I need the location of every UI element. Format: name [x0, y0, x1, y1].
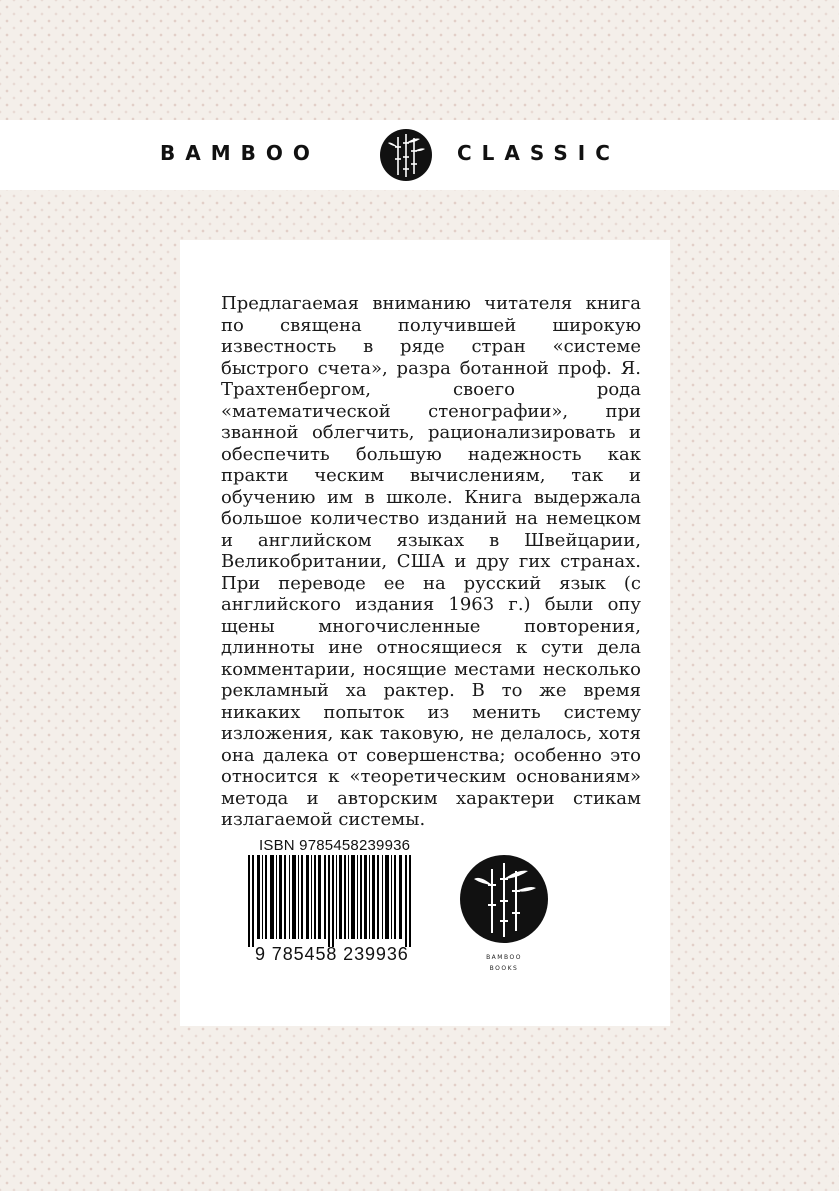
brand-name-left: BAMBOO — [160, 141, 320, 165]
book-description: Предлагаемая вниманию читателя книга по священа получившей широкую известность в ряде стран «системе быстрого счета», разра ботанной проф. Я. Трахтенбергом, своего рода «математической стенографии», при званной облегчить, рационализировать и обеспечить большую надежность как практи ческим вычислениям, так и обучению им в школе. Книга выдержала большое количество изданий на немецком и английском языках в Швейцарии, Великобритании, США и дру гих странах. При переводе ее на русский язык (с английского издания 1963 г.) были опу щены многочисленные повторения, длинноты ине относящиеся к сути дела комментарии, носящие местами несколько рекламный ха рактер. В то же время никаких попыток из менить систему изложения, как таковую, не делалось, хотя она далека от совершенства; особенно это относится к «теоретическим основаниям» метода и авторским характери стикам излагаемой системы. — [221, 293, 641, 830]
brand-name-right: CLASSIC — [457, 141, 620, 165]
isbn-label: ISBN 9785458239936 — [259, 837, 411, 854]
publisher-name — [474, 952, 534, 974]
bamboo-books-logo-icon — [460, 855, 548, 943]
bamboo-logo-icon — [380, 129, 432, 181]
barcode-icon — [248, 855, 412, 947]
publisher-name-line2: BOOKS — [489, 965, 519, 972]
publisher-name-line1: BAMBOO — [486, 954, 522, 961]
isbn-digits: 9 785458 239936 — [255, 944, 409, 964]
